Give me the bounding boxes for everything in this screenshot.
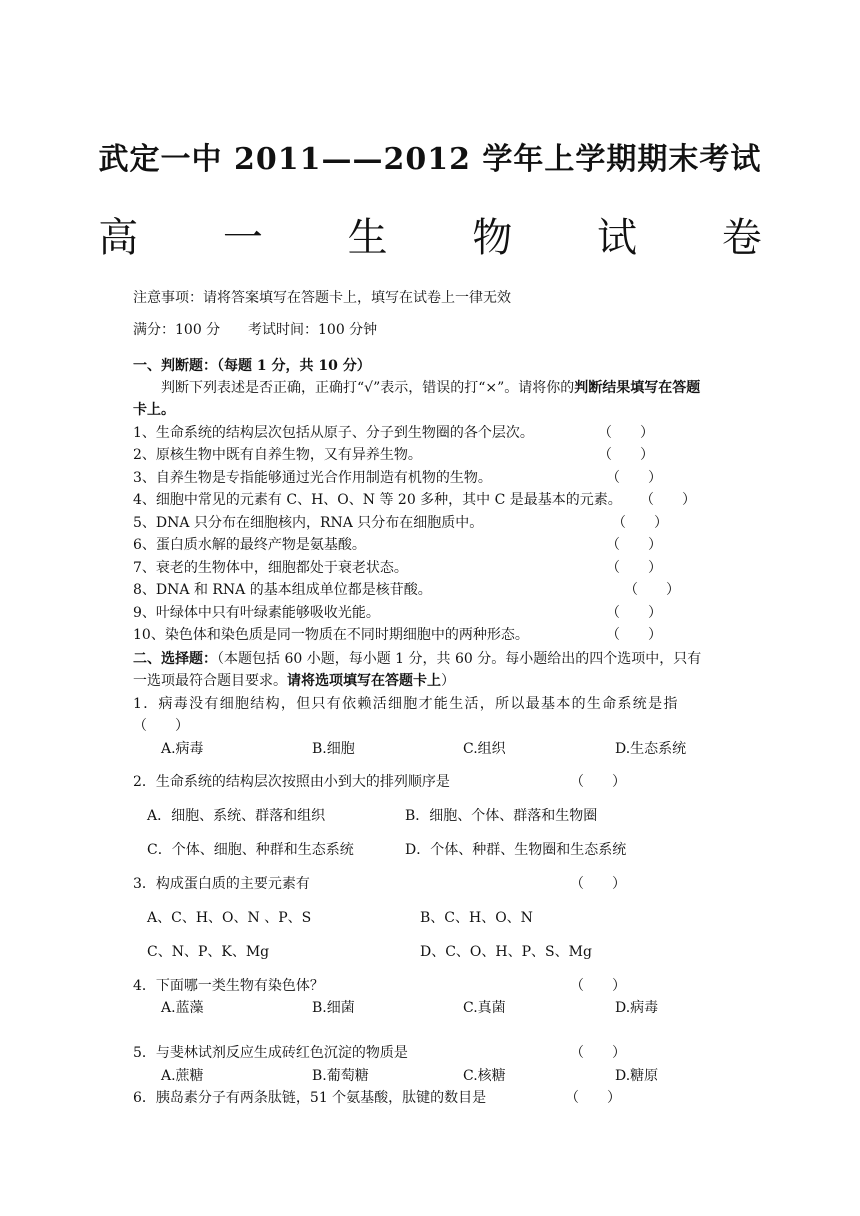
exam-subtitle: 高 一 生 物 试 卷 (98, 215, 798, 261)
q5-paren: （ ） (570, 1045, 626, 1061)
q1-option-d: D.生态系统 (615, 741, 687, 757)
section2-heading-cont-bold: 请将选项填写在答题卡上 (287, 673, 441, 689)
judge-paren-10: （ ） (606, 627, 662, 643)
judge-paren-6: （ ） (606, 537, 662, 553)
judge-paren-8: （ ） (624, 582, 680, 598)
judge-item-8: 8、DNA 和 RNA 的基本组成单位都是核苷酸。 (133, 582, 432, 598)
q2-option-a: A．细胞、系统、群落和组织 (147, 808, 326, 824)
section2-heading-cont-end: ） (441, 673, 455, 689)
judge-item-1: 1、生命系统的结构层次包括从原子、分子到生物圈的各个层次。 (133, 425, 534, 441)
judge-paren-5: （ ） (612, 515, 668, 531)
q5-option-d: D.糖原 (615, 1068, 659, 1084)
q3-option-d: D、C、O、H、P、S、Mg (420, 944, 592, 960)
judge-paren-3: （ ） (606, 470, 662, 486)
q2-stem: 2．生命系统的结构层次按照由小到大的排列顺序是 (133, 774, 450, 790)
section1-intro-bold: 判断结果填写在答题 (574, 380, 701, 396)
section2-heading-rest: （本题包括 60 小题，每小题 1 分，共 60 分。每小题给出的四个选项中，只有 (217, 651, 702, 667)
judge-paren-9: （ ） (606, 605, 662, 621)
section2-heading (133, 649, 701, 669)
q4-option-c: C.真菌 (463, 1000, 506, 1016)
q1-paren: （ ） (133, 718, 189, 734)
q5-option-b: B.葡萄糖 (312, 1068, 369, 1084)
q3-option-a: A、C、H、O、N 、P、S (147, 910, 312, 926)
q3-stem: 3．构成蛋白质的主要元素有 (133, 876, 310, 892)
q1-option-b: B.细胞 (312, 741, 355, 757)
judge-item-4: 4、细胞中常见的元素有 C、H、O、N 等 20 多种，其中 C 是最基本的元素。 (133, 492, 622, 508)
judge-item-3: 3、自养生物是专指能够通过光合作用制造有机物的生物。 (133, 470, 492, 486)
q1-stem: 1．病毒没有细胞结构，但只有依赖活细胞才能生活，所以最基本的生命系统是指 (133, 696, 679, 712)
judge-item-7: 7、衰老的生物体中，细胞都处于衰老状态。 (133, 560, 408, 576)
q5-option-c: C.核糖 (463, 1068, 506, 1084)
q6-paren: （ ） (565, 1090, 621, 1106)
section1-intro-text: 判断下列表述是否正确，正确打“√”表示，错误的打“×”。请将你的 (161, 380, 575, 396)
q2-option-d: D．个体、种群、生物圈和生态系统 (405, 842, 627, 858)
section2-heading-cont (133, 671, 455, 691)
section1-intro-cont: 卡上。 (133, 402, 175, 418)
judge-item-10: 10、染色体和染色质是同一物质在不同时期细胞中的两种形态。 (133, 627, 529, 643)
q4-option-b: B.细菌 (312, 1000, 355, 1016)
time-text: 考试时间：100 分钟 (248, 322, 378, 338)
q3-paren: （ ） (570, 876, 626, 892)
q4-option-d: D.病毒 (615, 1000, 659, 1016)
judge-paren-7: （ ） (606, 560, 662, 576)
q4-stem: 4．下面哪一类生物有染色体？ (133, 978, 324, 994)
judge-paren-4: （ ） (640, 492, 696, 508)
judge-item-2: 2、原核生物中既有自养生物，又有异养生物。 (133, 447, 422, 463)
score-text: 满分：100 分 (133, 322, 221, 338)
notice-text: 注意事项：请将答案填写在答题卡上，填写在试卷上一律无效 (133, 290, 511, 306)
q5-option-a: A.蔗糖 (161, 1068, 204, 1084)
exam-title: 武定一中 2011——2012 学年上学期期末考试 (98, 142, 762, 177)
judge-item-5: 5、DNA 只分布在细胞核内，RNA 只分布在细胞质中。 (133, 515, 484, 531)
q1-option-a: A.病毒 (161, 741, 204, 757)
q2-option-c: C．个体、细胞、种群和生态系统 (147, 842, 354, 858)
section2-heading-cont-text: 一选项最符合题目要求。 (133, 673, 287, 689)
section1-intro (161, 378, 700, 398)
q6-stem: 6．胰岛素分子有两条肽链，51 个氨基酸，肽键的数目是 (133, 1090, 487, 1106)
section2-heading-bold: 二、选择题： (133, 651, 217, 667)
judge-paren-1: （ ） (598, 425, 654, 441)
q2-option-b: B．细胞、个体、群落和生物圈 (405, 808, 598, 824)
q4-paren: （ ） (570, 978, 626, 994)
judge-paren-2: （ ） (598, 447, 654, 463)
q1-option-c: C.组织 (463, 741, 506, 757)
q5-stem: 5．与斐林试剂反应生成砖红色沉淀的物质是 (133, 1045, 408, 1061)
judge-item-9: 9、叶绿体中只有叶绿素能够吸收光能。 (133, 605, 380, 621)
q3-option-c: C、N、P、K、Mg (147, 944, 270, 960)
q2-paren: （ ） (570, 774, 626, 790)
judge-item-6: 6、蛋白质水解的最终产物是氨基酸。 (133, 537, 366, 553)
q4-option-a: A.蓝藻 (161, 1000, 204, 1016)
q3-option-b: B、C、H、O、N (420, 910, 533, 926)
section1-heading: 一、判断题：（每题 1 分，共 10 分） (133, 358, 371, 374)
